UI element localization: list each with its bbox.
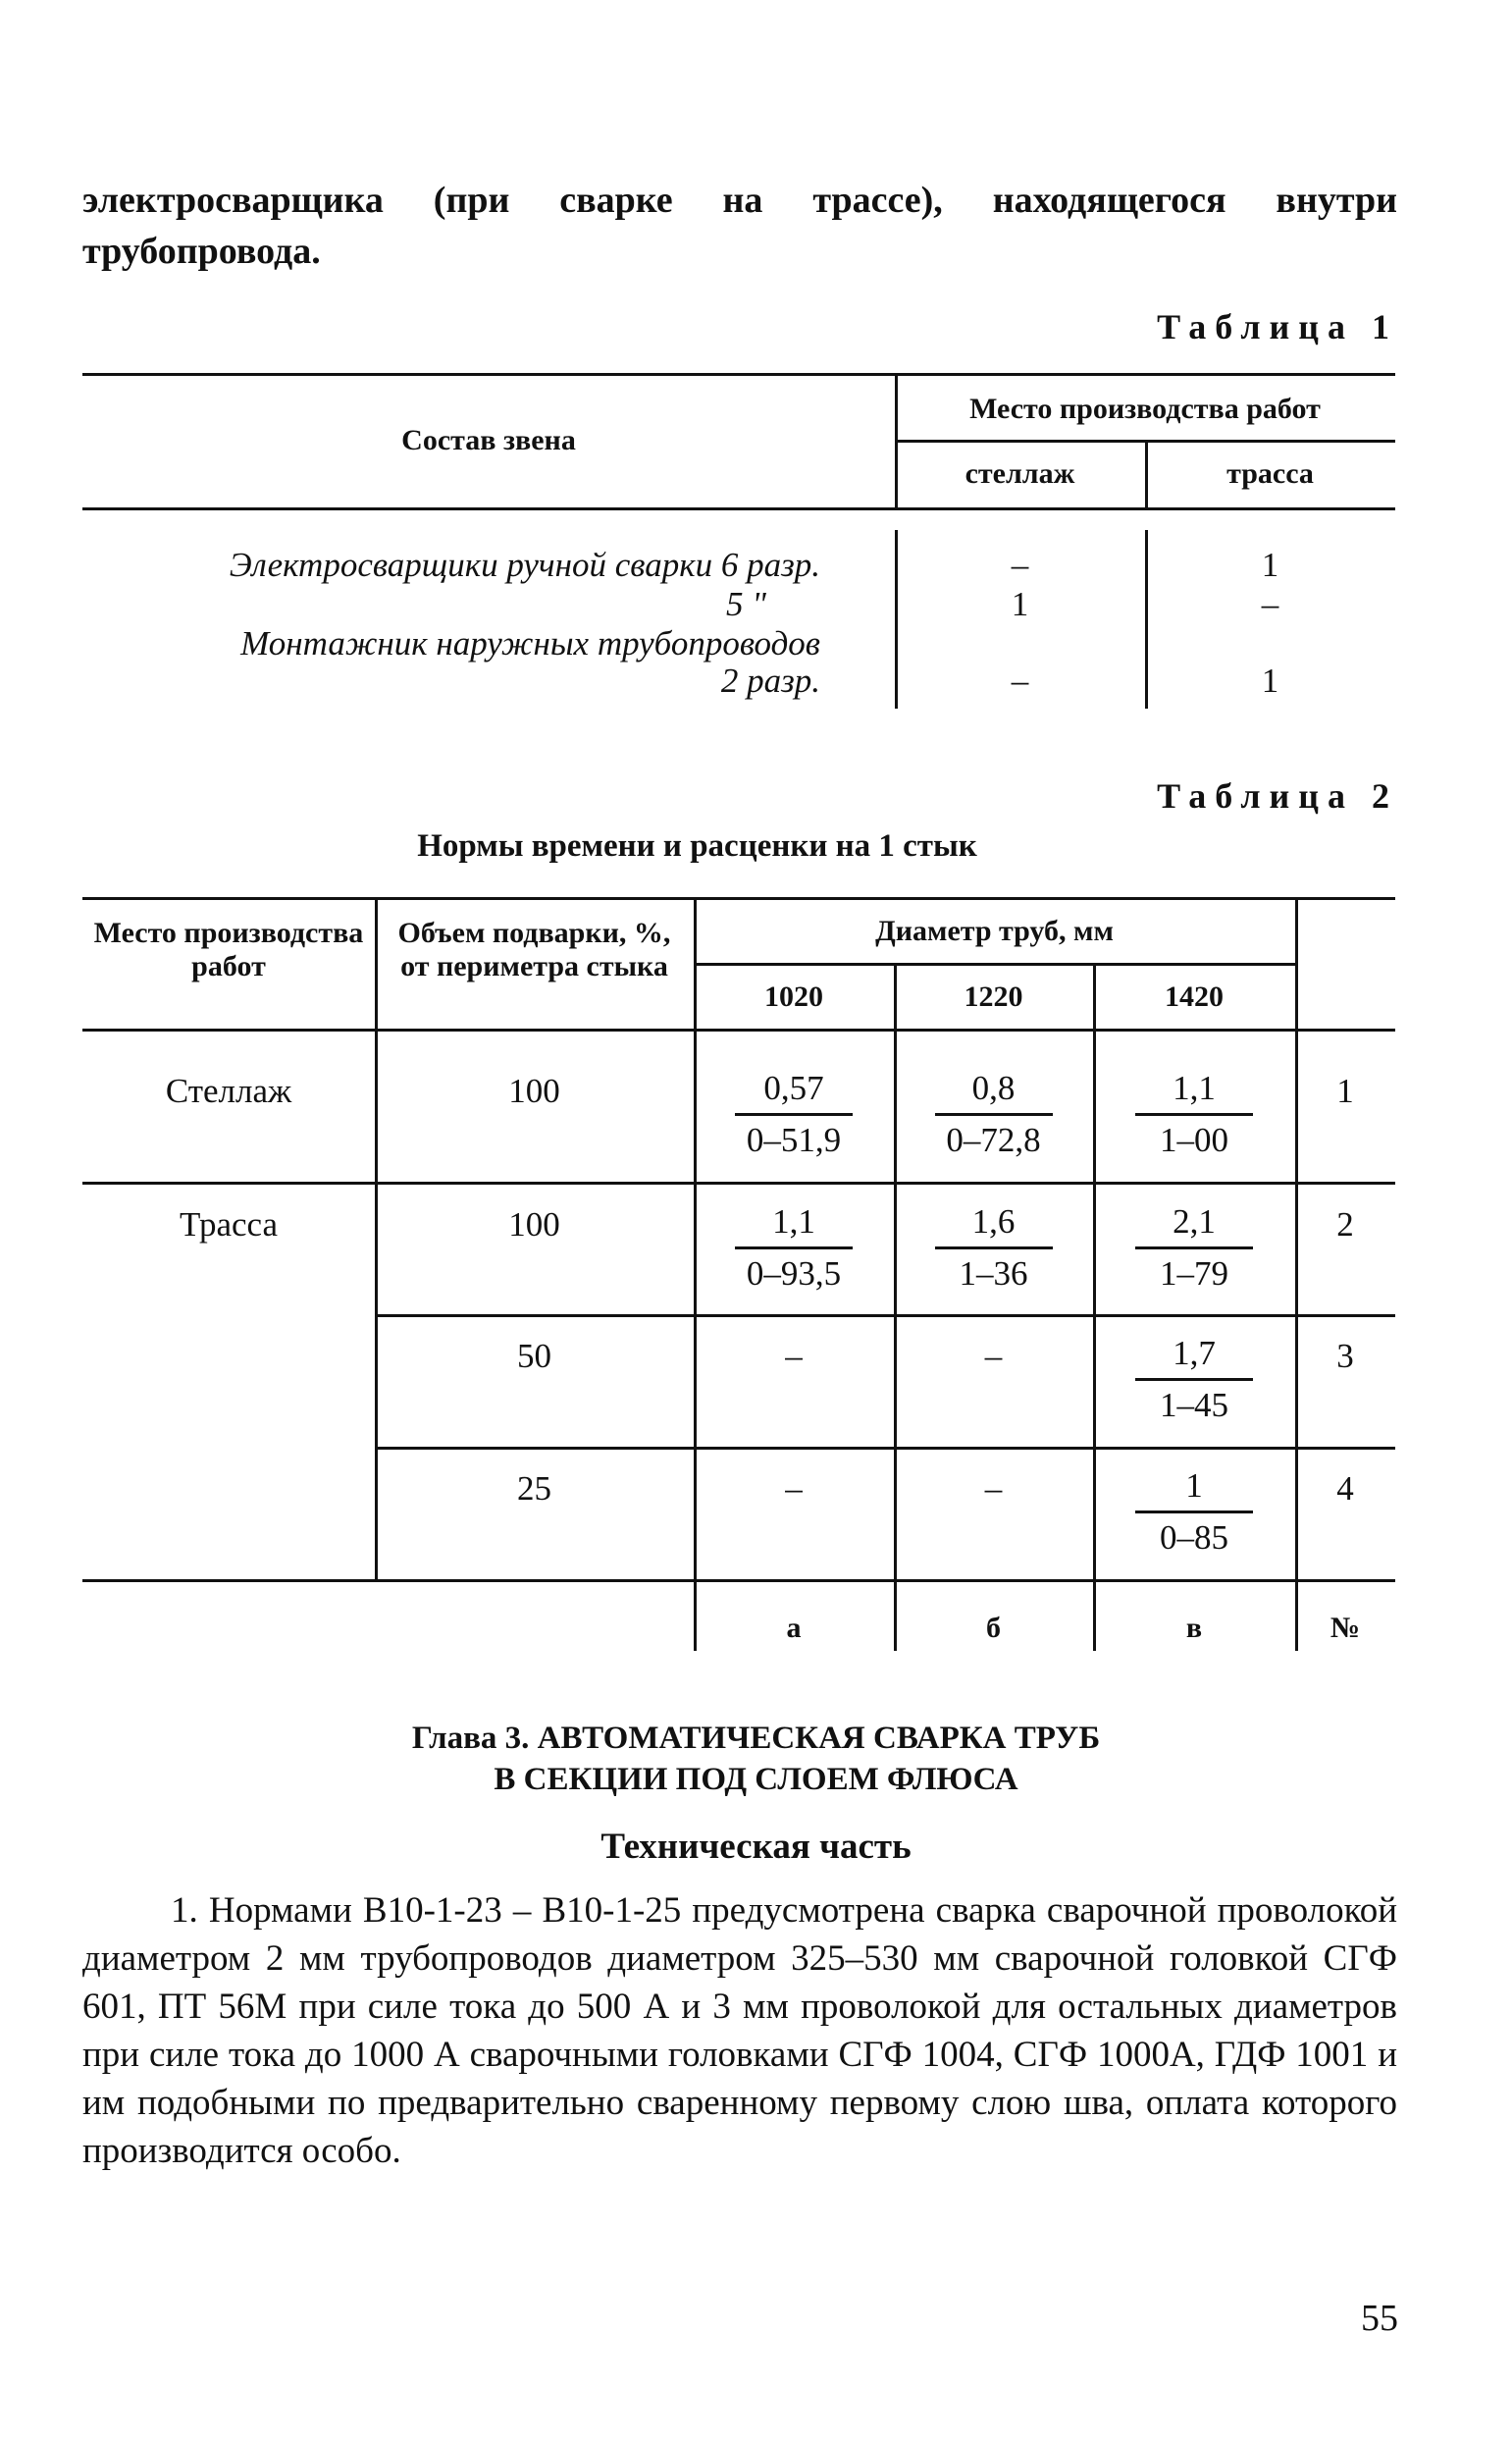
fraction-bar <box>1135 1246 1253 1249</box>
table1-row4-route: 1 <box>1261 662 1279 700</box>
fraction-bar <box>935 1246 1053 1249</box>
rate-price: 1–00 <box>1160 1121 1228 1159</box>
rate-time: 1,6 <box>971 1202 1016 1241</box>
rate-price: 1–36 <box>959 1254 1028 1293</box>
rate-time: 1,1 <box>772 1202 815 1241</box>
fraction-bar <box>735 1113 853 1116</box>
table1-row2-rack: 1 <box>1011 585 1029 623</box>
rate-time: 1,1 <box>1173 1069 1216 1107</box>
table2-row3-num: 3 <box>1336 1337 1354 1375</box>
table2-row4-volume: 25 <box>517 1469 551 1508</box>
table2-row1-place: Стеллаж <box>165 1072 292 1110</box>
table1-row3-label: Монтажник наружных трубопроводов <box>240 624 820 662</box>
rate-price: 0–85 <box>1160 1518 1228 1557</box>
table2-row1-d1020 <box>694 1068 894 1161</box>
rate-time: 1,7 <box>1173 1334 1216 1372</box>
table1-row2-route: – <box>1261 585 1279 623</box>
chapter-title-line1: Глава 3. АВТОМАТИЧЕСКАЯ СВАРКА ТРУБ <box>411 1721 1101 1756</box>
table2-footer-num: № <box>1330 1612 1361 1644</box>
table2-row3-d1420 <box>1093 1333 1295 1426</box>
table2-head-diameter: Диаметр труб, мм <box>875 915 1114 947</box>
fraction-bar <box>935 1113 1053 1116</box>
fraction-bar <box>1135 1378 1253 1381</box>
table2-row2-d1020 <box>694 1201 894 1295</box>
table2-row2-d1420 <box>1093 1201 1295 1295</box>
table2-row1-volume: 100 <box>508 1072 560 1110</box>
table2-row2-d1220 <box>894 1201 1093 1295</box>
table2-head-d1220: 1220 <box>964 980 1023 1013</box>
body-paragraph: 1. Нормами В10-1-23 – В10-1-25 предусмотрена сварка сварочной проволокой диаметром 2 мм трубопроводов диаметром 325–530 мм сварочной головкой СГФ 601, ПТ 56М при силе тока до 500 А и 3 мм проволокой для остальных диаметров при силе тока до 1000 А сварочными головками СГФ 1004, СГФ 1000А, ГДФ 1001 и им подобными по предварительно сваренному первому слою шва, оплата которого производится особо. <box>82 1890 1397 2171</box>
rate-price: 1–79 <box>1160 1254 1228 1293</box>
table2-row4-num: 4 <box>1336 1469 1354 1508</box>
fraction-bar <box>1135 1113 1253 1116</box>
table2-row1-d1420 <box>1093 1068 1295 1161</box>
table2-row3-d1020: – <box>785 1337 803 1375</box>
table2-head-d1020: 1020 <box>764 980 823 1013</box>
table1-head-route: трасса <box>1226 457 1314 490</box>
table2-row3-d1220: – <box>984 1337 1003 1375</box>
rate-time: 1 <box>1185 1466 1203 1505</box>
table2-title: Нормы времени и расценки на 1 стык <box>417 828 977 864</box>
table2-row2-rule <box>375 1314 1395 1317</box>
table2-footer-a: а <box>786 1612 802 1644</box>
table2-row3-rule <box>375 1447 1395 1450</box>
table2-head-d1420: 1420 <box>1165 980 1224 1013</box>
chapter-title-line2: В СЕКЦИИ ПОД СЛОЕМ ФЛЮСА <box>494 1762 1018 1797</box>
table2-row2-num: 2 <box>1336 1205 1354 1244</box>
rate-price: 0–72,8 <box>946 1121 1041 1159</box>
rate-time: 0,57 <box>763 1069 824 1107</box>
table2-caption: Таблица 2 <box>1157 776 1398 816</box>
rate-time: 2,1 <box>1173 1202 1216 1241</box>
table1-row1-route: 1 <box>1261 546 1279 584</box>
rate-price: 0–93,5 <box>746 1254 842 1293</box>
rate-time: 0,8 <box>971 1069 1016 1107</box>
table1-head-composition: Состав звена <box>401 424 576 456</box>
table2-row4-rule <box>82 1579 1395 1582</box>
fraction-bar <box>1135 1510 1253 1513</box>
table1-row2-label: 5 " <box>726 585 766 623</box>
table1-row4-rack: – <box>1011 662 1029 700</box>
table2-head-place: Место производства работ <box>93 917 364 982</box>
table2-row4-d1420 <box>1093 1465 1295 1559</box>
table1-head-rack: стеллаж <box>965 457 1075 490</box>
table2-footer-v: в <box>1185 1612 1203 1644</box>
table1-top-rule <box>82 373 1395 376</box>
fraction-bar <box>735 1246 853 1249</box>
rate-price: 0–51,9 <box>746 1121 842 1159</box>
table2-row2-volume: 100 <box>508 1205 560 1244</box>
table2-footer-b: б <box>986 1612 1001 1644</box>
table2-vline-1220 <box>894 963 897 1651</box>
table1-row4-label: 2 разр. <box>720 662 820 700</box>
table2-row4-d1020: – <box>785 1469 803 1508</box>
table2-row1-rule <box>82 1182 1395 1185</box>
section-title: Техническая часть <box>600 1827 912 1867</box>
table2-sub-rule <box>694 963 1295 966</box>
table2-row1-num: 1 <box>1336 1072 1354 1110</box>
table1-head-rule <box>82 507 1395 510</box>
table1-row1-label: Электросварщики ручной сварки 6 разр. <box>229 546 820 584</box>
table2-vline-num <box>1295 897 1298 1651</box>
intro-text: электросварщика (при сварке на трассе), находящегося внутри трубопровода. <box>82 180 1397 272</box>
table1-head-place: Место производства работ <box>969 393 1321 425</box>
table2-head-volume: Объем подварки, %, от периметра стыка <box>397 917 671 982</box>
page-number: 55 <box>1361 2298 1398 2339</box>
table2-head-rule <box>82 1029 1395 1032</box>
table1-caption: Таблица 1 <box>1157 307 1398 346</box>
table2-row4-d1220: – <box>984 1469 1003 1508</box>
rate-price: 1–45 <box>1160 1386 1228 1424</box>
table1-row1-rack: – <box>1011 546 1029 584</box>
table2-row3-volume: 50 <box>517 1337 551 1375</box>
table2-row1-d1220 <box>894 1068 1093 1161</box>
table2-top-rule <box>82 897 1395 900</box>
table2-row2-place: Трасса <box>179 1205 279 1244</box>
